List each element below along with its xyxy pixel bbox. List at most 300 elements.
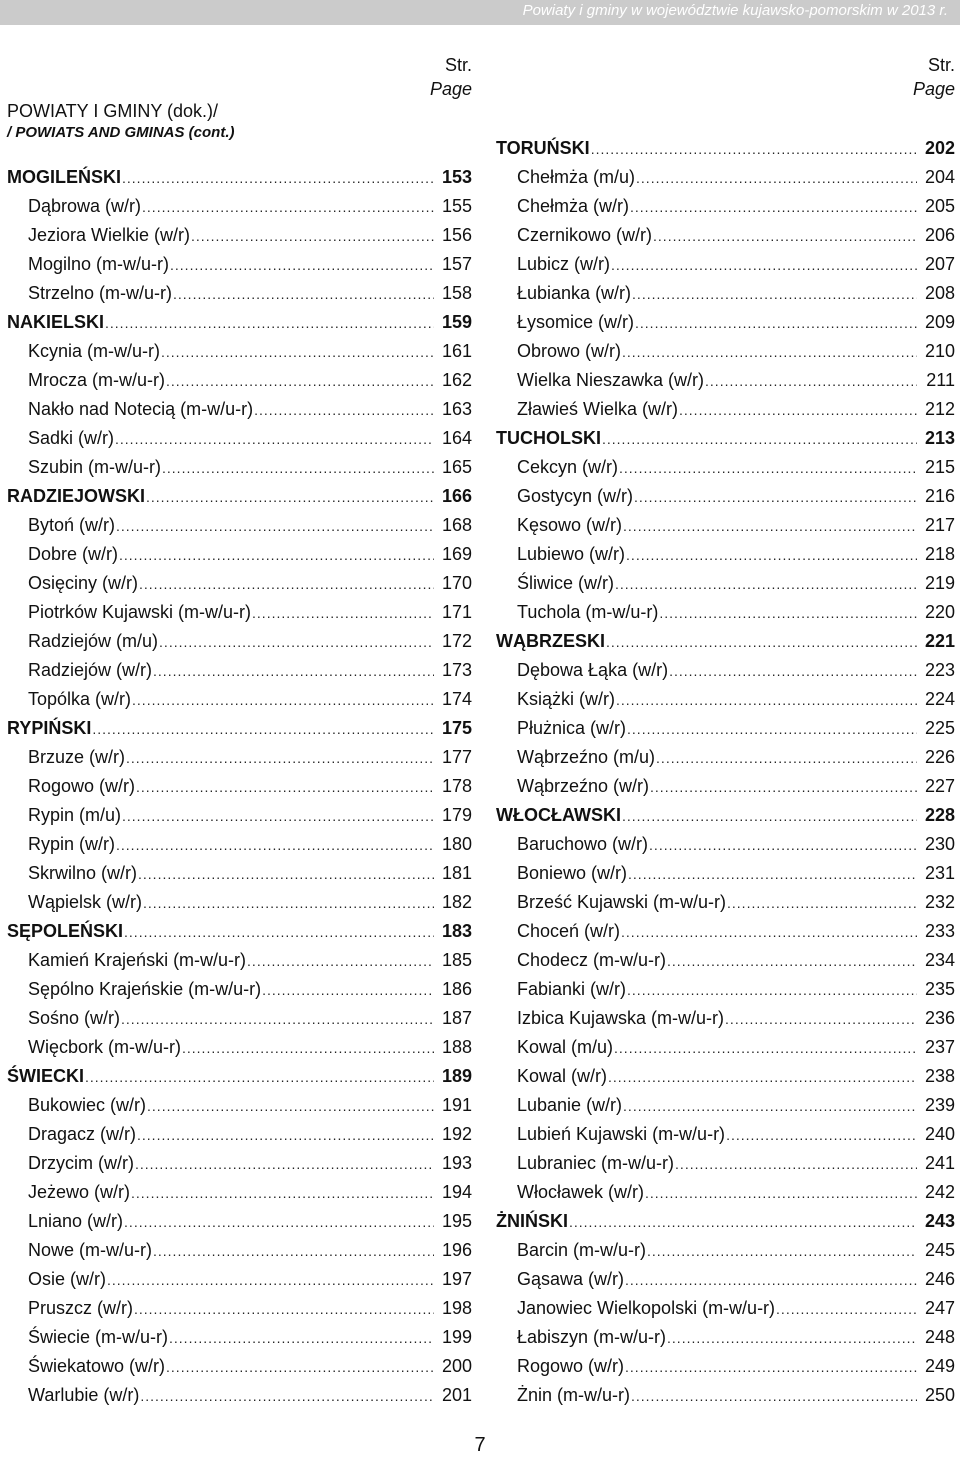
- dot-leader: [191, 222, 434, 251]
- toc-gmina-entry[interactable]: [496, 1294, 955, 1323]
- entry-page-number: 226: [924, 747, 955, 767]
- entry-page-number: 186: [441, 979, 472, 999]
- toc-gmina-entry[interactable]: [496, 1062, 955, 1091]
- entry-name: Zławieś Wielka (w/r): [517, 399, 679, 419]
- entry-page-number: 164: [441, 428, 472, 448]
- dot-leader: [634, 483, 917, 512]
- entry-name: Brześć Kujawski (m-w/u-r): [517, 892, 727, 912]
- dot-leader: [647, 1237, 917, 1266]
- dot-leader: [625, 1266, 917, 1295]
- entry-page-number: 155: [441, 196, 472, 216]
- toc-gmina-entry[interactable]: [7, 569, 472, 598]
- toc-gmina-entry[interactable]: [496, 192, 955, 221]
- dot-leader: [122, 164, 434, 193]
- dot-leader: [139, 570, 434, 599]
- entry-page-number: 196: [441, 1240, 472, 1260]
- entry-page-number: 219: [924, 573, 955, 593]
- dot-leader: [173, 280, 434, 309]
- toc-gmina-entry[interactable]: [496, 250, 955, 279]
- entry-page-number: 173: [441, 660, 472, 680]
- toc-gmina-entry[interactable]: [7, 1236, 472, 1265]
- entry-name: Topólka (w/r): [28, 689, 132, 709]
- entry-name: Mogilno (m-w/u-r): [28, 254, 170, 274]
- toc-gmina-entry[interactable]: [7, 250, 472, 279]
- toc-gmina-entry[interactable]: [496, 1381, 955, 1410]
- entry-name: Radziejów (w/r): [28, 660, 153, 680]
- toc-gmina-entry[interactable]: [7, 1091, 472, 1120]
- dot-leader: [153, 1237, 434, 1266]
- dot-leader: [616, 686, 917, 715]
- toc-gmina-entry[interactable]: [7, 772, 472, 801]
- toc-gmina-entry[interactable]: [496, 395, 955, 424]
- dot-leader: [619, 454, 917, 483]
- entry-page-number: 163: [441, 399, 472, 419]
- dot-leader: [645, 1179, 917, 1208]
- entry-page-number: 193: [441, 1153, 472, 1173]
- dot-leader: [262, 976, 434, 1005]
- entry-page-number: 224: [924, 689, 955, 709]
- entry-name: Chełmża (w/r): [517, 196, 630, 216]
- entry-name: NAKIELSKI: [7, 312, 105, 332]
- entry-name: Obrowo (w/r): [517, 341, 622, 361]
- entry-page-number: 242: [924, 1182, 955, 1202]
- dot-leader: [622, 338, 917, 367]
- entry-name: Izbica Kujawska (m-w/u-r): [517, 1008, 725, 1028]
- toc-gmina-entry[interactable]: [7, 888, 472, 917]
- toc-gmina-entry[interactable]: [496, 163, 955, 192]
- dot-leader: [107, 1266, 434, 1295]
- entry-page-number: 168: [441, 515, 472, 535]
- entry-name: Kowal (w/r): [517, 1066, 608, 1086]
- toc-gmina-entry[interactable]: [7, 1207, 472, 1236]
- entry-name: Warlubie (w/r): [28, 1385, 140, 1405]
- toc-gmina-entry[interactable]: [496, 946, 955, 975]
- dot-leader: [85, 1063, 434, 1092]
- entry-page-number: 166: [441, 486, 472, 506]
- dot-leader: [591, 135, 917, 164]
- toc-gmina-entry[interactable]: [496, 975, 955, 1004]
- dot-leader: [138, 860, 434, 889]
- entry-page-number: 218: [924, 544, 955, 564]
- str-label: Str.: [927, 55, 955, 75]
- dot-leader: [627, 715, 917, 744]
- entry-name: TORUŃSKI: [496, 138, 590, 158]
- entry-page-number: 211: [926, 370, 955, 390]
- dot-leader: [611, 251, 917, 280]
- toc-gmina-entry[interactable]: [496, 656, 955, 685]
- toc-gmina-entry[interactable]: [7, 1178, 472, 1207]
- toc-gmina-entry[interactable]: [496, 888, 955, 917]
- dot-leader: [705, 367, 917, 396]
- toc-gmina-entry[interactable]: [7, 801, 472, 830]
- toc-gmina-entry[interactable]: [7, 424, 472, 453]
- toc-gmina-entry[interactable]: [496, 743, 955, 772]
- entry-page-number: 177: [441, 747, 472, 767]
- entry-name: Choceń (w/r): [517, 921, 621, 941]
- dot-leader: [124, 918, 434, 947]
- toc-powiat-entry[interactable]: [7, 917, 472, 946]
- entry-name: Pruszcz (w/r): [28, 1298, 133, 1318]
- toc-gmina-entry[interactable]: [496, 1323, 955, 1352]
- entry-page-number: 246: [924, 1269, 955, 1289]
- toc-entries-right: [496, 134, 955, 1410]
- entry-page-number: 191: [441, 1095, 472, 1115]
- entry-name: Świecie (m-w/u-r): [28, 1327, 169, 1347]
- dot-leader: [92, 715, 434, 744]
- dot-leader: [569, 1208, 917, 1237]
- dot-leader: [650, 773, 917, 802]
- entry-page-number: 192: [441, 1124, 472, 1144]
- entry-name: Nakło nad Notecią (m-w/u-r): [28, 399, 254, 419]
- dot-leader: [252, 599, 434, 628]
- toc-gmina-entry[interactable]: [496, 308, 955, 337]
- dot-leader: [625, 1353, 917, 1382]
- toc-gmina-entry[interactable]: [496, 917, 955, 946]
- entry-page-number: 240: [924, 1124, 955, 1144]
- entry-name: Wąbrzeźno (w/r): [517, 776, 650, 796]
- dot-leader: [632, 280, 917, 309]
- toc-gmina-entry[interactable]: [7, 656, 472, 685]
- toc-gmina-entry[interactable]: [7, 192, 472, 221]
- toc-gmina-entry[interactable]: [496, 859, 955, 888]
- page-label: Page: [912, 79, 955, 99]
- entry-page-number: 220: [924, 602, 955, 622]
- toc-powiat-entry[interactable]: [496, 801, 955, 830]
- toc-gmina-entry[interactable]: [496, 685, 955, 714]
- toc-gmina-entry[interactable]: [7, 1265, 472, 1294]
- toc-powiat-entry[interactable]: [7, 714, 472, 743]
- entry-page-number: 182: [441, 892, 472, 912]
- entry-name: Radziejów (m/u): [28, 631, 159, 651]
- dot-leader: [725, 1005, 917, 1034]
- entry-name: Chełmża (m/u): [517, 167, 636, 187]
- entry-page-number: 221: [924, 631, 955, 651]
- dot-leader: [630, 193, 917, 222]
- toc-gmina-entry[interactable]: [496, 1265, 955, 1294]
- dot-leader: [622, 802, 917, 831]
- entry-name: Drzycim (w/r): [28, 1153, 134, 1173]
- toc-gmina-entry[interactable]: [496, 1178, 955, 1207]
- entry-name: Sępólno Krajeńskie (m-w/u-r): [28, 979, 262, 999]
- running-header: [0, 0, 960, 25]
- entry-page-number: 202: [924, 138, 955, 158]
- entry-page-number: 216: [924, 486, 955, 506]
- entry-name: Łubianka (w/r): [517, 283, 632, 303]
- dot-leader: [162, 454, 434, 483]
- dot-leader: [667, 947, 917, 976]
- entry-name: Płużnica (w/r): [517, 718, 627, 738]
- dot-leader: [182, 1034, 434, 1063]
- entry-name: Dębowa Łąka (w/r): [517, 660, 669, 680]
- toc-gmina-entry[interactable]: [7, 598, 472, 627]
- entry-page-number: 241: [924, 1153, 955, 1173]
- entry-page-number: 235: [924, 979, 955, 999]
- entry-name: Łabiszyn (m-w/u-r): [517, 1327, 667, 1347]
- dot-leader: [776, 1295, 917, 1324]
- dot-leader: [170, 251, 434, 280]
- dot-leader: [153, 657, 434, 686]
- entry-name: Rogowo (w/r): [517, 1356, 625, 1376]
- toc-gmina-entry[interactable]: [496, 453, 955, 482]
- entry-page-number: 201: [441, 1385, 472, 1405]
- toc-entries-left: [7, 163, 472, 1410]
- toc-powiat-entry[interactable]: [496, 424, 955, 453]
- entry-name: Tuchola (m-w/u-r): [517, 602, 659, 622]
- dot-leader: [653, 222, 917, 251]
- page-number: 7: [474, 1434, 486, 1456]
- entry-page-number: 208: [924, 283, 955, 303]
- entry-name: Lubraniec (m-w/u-r): [517, 1153, 675, 1173]
- entry-name: Rogowo (w/r): [28, 776, 136, 796]
- dot-leader: [119, 541, 434, 570]
- section-title: [7, 100, 234, 144]
- entry-name: Włocławek (w/r): [517, 1182, 645, 1202]
- entry-name: Mrocza (m-w/u-r): [28, 370, 165, 390]
- dot-leader: [140, 1382, 434, 1411]
- dot-leader: [166, 1353, 434, 1382]
- entry-name: Osięciny (w/r): [28, 573, 139, 593]
- toc-gmina-entry[interactable]: [7, 1149, 472, 1178]
- entry-page-number: 243: [924, 1211, 955, 1231]
- dot-leader: [126, 744, 434, 773]
- entry-page-number: 248: [924, 1327, 955, 1347]
- entry-page-number: 197: [441, 1269, 472, 1289]
- entry-page-number: 225: [924, 718, 955, 738]
- toc-gmina-entry[interactable]: [496, 1120, 955, 1149]
- dot-leader: [124, 1208, 434, 1237]
- toc-gmina-entry[interactable]: [7, 1033, 472, 1062]
- str-label: Str.: [444, 55, 472, 75]
- toc-gmina-entry[interactable]: [7, 1323, 472, 1352]
- entry-page-number: 247: [924, 1298, 955, 1318]
- entry-name: Osie (w/r): [28, 1269, 106, 1289]
- entry-name: Dragacz (w/r): [28, 1124, 137, 1144]
- toc-gmina-entry[interactable]: [7, 221, 472, 250]
- toc-gmina-entry[interactable]: [496, 1033, 955, 1062]
- entry-page-number: 172: [441, 631, 472, 651]
- toc-gmina-entry[interactable]: [496, 366, 955, 395]
- toc-gmina-entry[interactable]: [7, 511, 472, 540]
- entry-name: Wielka Nieszawka (w/r): [517, 370, 705, 390]
- entry-name: Szubin (m-w/u-r): [28, 457, 162, 477]
- dot-leader: [623, 512, 917, 541]
- entry-page-number: 234: [924, 950, 955, 970]
- entry-name: Brzuze (w/r): [28, 747, 126, 767]
- toc-gmina-entry[interactable]: [7, 279, 472, 308]
- entry-page-number: 169: [441, 544, 472, 564]
- entry-page-number: 217: [924, 515, 955, 535]
- dot-leader: [667, 1324, 917, 1353]
- toc-gmina-entry[interactable]: [7, 366, 472, 395]
- entry-page-number: 181: [441, 863, 472, 883]
- entry-page-number: 195: [441, 1211, 472, 1231]
- dot-leader: [115, 425, 434, 454]
- entry-page-number: 236: [924, 1008, 955, 1028]
- toc-powiat-entry[interactable]: [7, 308, 472, 337]
- dot-leader: [621, 918, 917, 947]
- entry-name: Barcin (m-w/u-r): [517, 1240, 646, 1260]
- entry-name: Piotrków Kujawski (m-w/u-r): [28, 602, 252, 622]
- toc-gmina-entry[interactable]: [7, 685, 472, 714]
- entry-page-number: 156: [441, 225, 472, 245]
- entry-page-number: 200: [441, 1356, 472, 1376]
- entry-name: Jeżewo (w/r): [28, 1182, 131, 1202]
- dot-leader: [147, 1092, 434, 1121]
- entry-name: RADZIEJOWSKI: [7, 486, 146, 506]
- entry-name: WŁOCŁAWSKI: [496, 805, 621, 825]
- entry-name: Janowiec Wielkopolski (m-w/u-r): [517, 1298, 776, 1318]
- entry-name: Kamień Krajeński (m-w/u-r): [28, 950, 247, 970]
- dot-leader: [635, 309, 917, 338]
- entry-name: Lubiewo (w/r): [517, 544, 626, 564]
- toc-powiat-entry[interactable]: [7, 482, 472, 511]
- entry-name: Żnin (m-w/u-r): [517, 1385, 630, 1405]
- entry-page-number: 232: [924, 892, 955, 912]
- toc-gmina-entry[interactable]: [7, 1352, 472, 1381]
- dot-leader: [143, 889, 434, 918]
- page-label: Page: [429, 79, 472, 99]
- toc-gmina-entry[interactable]: [7, 1381, 472, 1410]
- toc-gmina-entry[interactable]: [496, 1004, 955, 1033]
- toc-gmina-entry[interactable]: [496, 830, 955, 859]
- dot-leader: [726, 1121, 917, 1150]
- running-header-title: Powiaty i gminy w województwie kujawsko-pomorskim w 2013 r.: [522, 2, 948, 19]
- entry-page-number: 174: [441, 689, 472, 709]
- toc-powiat-entry[interactable]: [7, 163, 472, 192]
- toc-powiat-entry[interactable]: [496, 1207, 955, 1236]
- entry-name: Wąpielsk (w/r): [28, 892, 143, 912]
- entry-name: Lniano (w/r): [28, 1211, 124, 1231]
- entry-page-number: 159: [441, 312, 472, 332]
- entry-page-number: 183: [441, 921, 472, 941]
- toc-gmina-entry[interactable]: [496, 221, 955, 250]
- entry-page-number: 180: [441, 834, 472, 854]
- toc-gmina-entry[interactable]: [7, 743, 472, 772]
- entry-name: Kcynia (m-w/u-r): [28, 341, 161, 361]
- entry-name: Gostycyn (w/r): [517, 486, 634, 506]
- entry-name: RYPIŃSKI: [7, 718, 92, 738]
- entry-page-number: 170: [441, 573, 472, 593]
- entry-page-number: 165: [441, 457, 472, 477]
- toc-gmina-entry[interactable]: [496, 1091, 955, 1120]
- dot-leader: [137, 1121, 434, 1150]
- entry-page-number: 215: [924, 457, 955, 477]
- toc-gmina-entry[interactable]: [7, 1120, 472, 1149]
- dot-leader: [166, 367, 434, 396]
- dot-leader: [656, 744, 917, 773]
- entry-page-number: 205: [924, 196, 955, 216]
- toc-gmina-entry[interactable]: [496, 569, 955, 598]
- dot-leader: [105, 309, 434, 338]
- page-column-heading: [913, 53, 955, 101]
- dot-leader: [649, 831, 917, 860]
- toc-gmina-entry[interactable]: [496, 337, 955, 366]
- entry-page-number: 237: [924, 1037, 955, 1057]
- entry-name: Książki (w/r): [517, 689, 615, 709]
- dot-leader: [628, 860, 917, 889]
- entry-page-number: 179: [441, 805, 472, 825]
- toc-powiat-entry[interactable]: [7, 1062, 472, 1091]
- toc-gmina-entry[interactable]: [7, 337, 472, 366]
- entry-page-number: 175: [441, 718, 472, 738]
- toc-gmina-entry[interactable]: [7, 946, 472, 975]
- entry-name: Lubanie (w/r): [517, 1095, 623, 1115]
- entry-page-number: 162: [441, 370, 472, 390]
- toc-gmina-entry[interactable]: [496, 714, 955, 743]
- entry-name: Rypin (w/r): [28, 834, 116, 854]
- toc-gmina-entry[interactable]: [7, 859, 472, 888]
- entry-page-number: 194: [441, 1182, 472, 1202]
- entry-name: Więcbork (m-w/u-r): [28, 1037, 181, 1057]
- toc-gmina-entry[interactable]: [496, 279, 955, 308]
- entry-page-number: 157: [441, 254, 472, 274]
- section-title-pl: POWIATY I GMINY (dok.)/: [7, 101, 219, 121]
- entry-page-number: 178: [441, 776, 472, 796]
- entry-page-number: 199: [441, 1327, 472, 1347]
- toc-gmina-entry[interactable]: [496, 1236, 955, 1265]
- entry-name: Boniewo (w/r): [517, 863, 628, 883]
- dot-leader: [131, 1179, 434, 1208]
- toc-powiat-entry[interactable]: [496, 134, 955, 163]
- dot-leader: [615, 570, 917, 599]
- entry-page-number: 227: [924, 776, 955, 796]
- toc-gmina-entry[interactable]: [496, 1149, 955, 1178]
- dot-leader: [659, 599, 917, 628]
- dot-leader: [135, 1150, 434, 1179]
- toc-gmina-entry[interactable]: [7, 1294, 472, 1323]
- toc-gmina-entry[interactable]: [7, 1004, 472, 1033]
- dot-leader: [132, 686, 434, 715]
- dot-leader: [675, 1150, 917, 1179]
- entry-name: Strzelno (m-w/u-r): [28, 283, 173, 303]
- dot-leader: [116, 831, 434, 860]
- entry-name: Kęsowo (w/r): [517, 515, 623, 535]
- toc-gmina-entry[interactable]: [496, 1352, 955, 1381]
- entry-page-number: 207: [924, 254, 955, 274]
- toc-gmina-entry[interactable]: [7, 975, 472, 1004]
- toc-gmina-entry[interactable]: [496, 772, 955, 801]
- entry-page-number: 213: [924, 428, 955, 448]
- toc-gmina-entry[interactable]: [496, 482, 955, 511]
- entry-name: WĄBRZESKI: [496, 631, 605, 651]
- dot-leader: [606, 628, 917, 657]
- entry-page-number: 212: [924, 399, 955, 419]
- dot-leader: [247, 947, 434, 976]
- toc-gmina-entry[interactable]: [7, 830, 472, 859]
- toc-powiat-entry[interactable]: [496, 627, 955, 656]
- toc-gmina-entry[interactable]: [496, 598, 955, 627]
- dot-leader: [142, 193, 434, 222]
- toc-gmina-entry[interactable]: [7, 627, 472, 656]
- entry-page-number: 153: [441, 167, 472, 187]
- dot-leader: [608, 1063, 917, 1092]
- dot-leader: [602, 425, 917, 454]
- entry-name: Czernikowo (w/r): [517, 225, 653, 245]
- entry-page-number: 188: [441, 1037, 472, 1057]
- toc-gmina-entry[interactable]: [496, 540, 955, 569]
- page-column-heading: [430, 53, 472, 101]
- entry-name: ŚWIECKI: [7, 1066, 85, 1086]
- toc-gmina-entry[interactable]: [7, 453, 472, 482]
- dot-leader: [627, 976, 917, 1005]
- entry-name: Sadki (w/r): [28, 428, 115, 448]
- toc-gmina-entry[interactable]: [496, 511, 955, 540]
- toc-gmina-entry[interactable]: [7, 395, 472, 424]
- entry-name: Gąsawa (w/r): [517, 1269, 625, 1289]
- entry-page-number: 245: [924, 1240, 955, 1260]
- entry-page-number: 250: [924, 1385, 955, 1405]
- toc-gmina-entry[interactable]: [7, 540, 472, 569]
